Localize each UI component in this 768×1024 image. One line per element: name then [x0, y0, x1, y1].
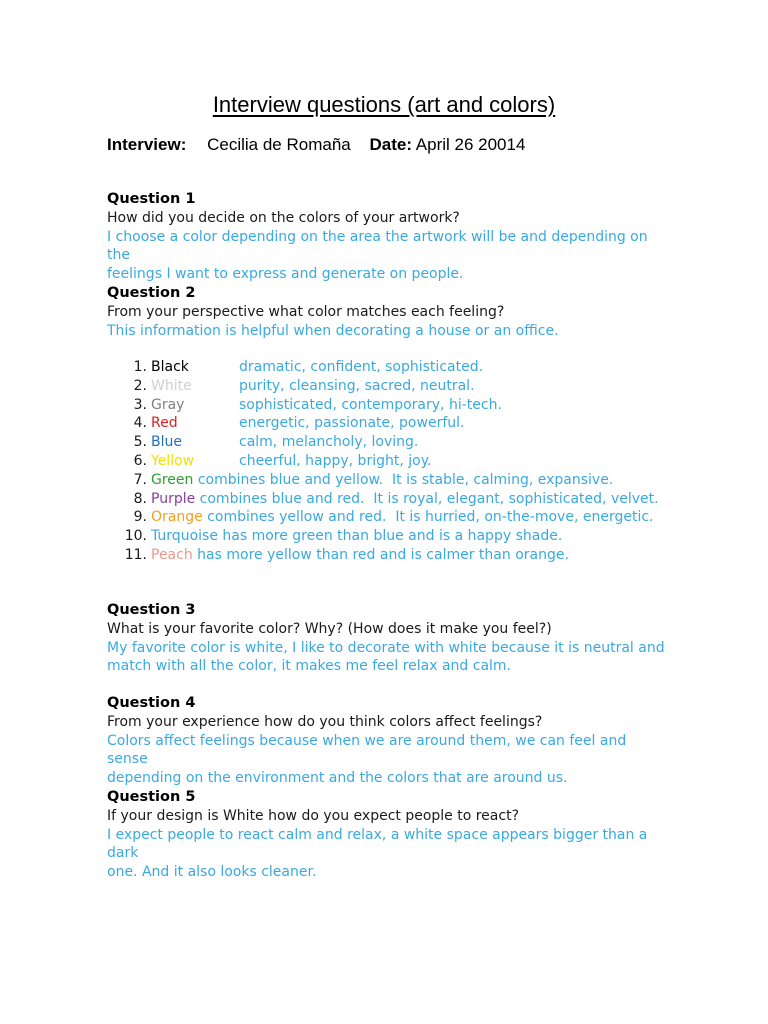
list-item	[107, 490, 687, 509]
question-1-section	[107, 190, 667, 284]
color-description: dramatic, confident, sophisticated.	[239, 359, 484, 375]
question-heading: Question 1	[107, 191, 196, 207]
list-number: 5.	[133, 434, 147, 451]
color-description	[151, 508, 653, 527]
color-description-text: combines blue and yellow. It is stable, calming, expansive.	[193, 471, 614, 488]
list-number: 10.	[124, 528, 147, 545]
list-item	[107, 527, 687, 546]
interview-label: Interview:	[107, 135, 187, 154]
list-number: 8.	[133, 490, 147, 507]
color-name: Blue	[151, 434, 182, 451]
answer-line: Colors affect feelings because when we are around them, we can feel and sense	[107, 732, 627, 768]
color-name: Peach	[151, 546, 193, 563]
answer-line: My favorite color is white, I like to decorate with white because it is neutral and	[107, 639, 665, 656]
list-number: 1.	[133, 359, 147, 375]
answer-line: I choose a color depending on the area the artwork will be and depending on the	[107, 228, 648, 264]
color-description: energetic, passionate, powerful.	[239, 415, 465, 432]
color-name: Black	[151, 359, 189, 375]
color-name: Red	[151, 415, 178, 432]
list-number: 7.	[133, 471, 147, 488]
color-name: Gray	[151, 396, 185, 413]
list-item	[107, 546, 687, 565]
list-number: 6.	[133, 452, 147, 469]
date-label: Date:	[369, 135, 412, 154]
interview-meta	[107, 133, 525, 157]
question-4-section	[107, 694, 667, 788]
list-item	[107, 471, 687, 490]
question-heading: Question 2	[107, 285, 196, 301]
list-number: 2.	[133, 377, 147, 394]
color-description	[151, 546, 569, 565]
color-name: Orange	[151, 509, 203, 526]
question-heading: Question 5	[107, 789, 196, 805]
document-title: Interview questions (art and colors)	[212, 92, 556, 117]
list-number: 4.	[133, 415, 147, 432]
question-3-section	[107, 601, 667, 676]
question-text: What is your favorite color? Why? (How does it make you feel?)	[107, 620, 552, 637]
list-number: 3.	[133, 396, 147, 413]
question-text: From your experience how do you think colors affect feelings?	[107, 713, 543, 730]
color-description: purity, cleansing, sacred, neutral.	[239, 377, 475, 394]
color-description-text: has more yellow than red and is calmer than orange.	[192, 546, 569, 563]
list-item	[107, 377, 687, 396]
list-number: 9.	[133, 509, 147, 526]
question-text: If your design is White how do you expect people to react?	[107, 807, 519, 824]
color-description: calm, melancholy, loving.	[239, 434, 419, 451]
list-item	[107, 433, 687, 452]
question-2-section	[107, 284, 667, 340]
color-description: sophisticated, contemporary, hi-tech.	[239, 396, 502, 413]
color-name: White	[151, 377, 192, 394]
answer-line: depending on the environment and the colors that are around us.	[107, 770, 568, 787]
answer-line: I expect people to react calm and relax, a white space appears bigger than a dark	[107, 826, 648, 862]
color-description	[151, 490, 659, 509]
color-description	[151, 471, 613, 490]
list-item	[107, 508, 687, 527]
question-5-section	[107, 788, 667, 882]
color-feelings-list	[107, 358, 687, 565]
question-text: From your perspective what color matches each feeling?	[107, 303, 505, 320]
color-description-text: combines yellow and red. It is hurried, on-the-move, energetic.	[202, 509, 654, 526]
color-name: Green	[151, 471, 194, 488]
answer-line: This information is helpful when decorating a house or an office.	[107, 322, 559, 339]
list-item	[107, 396, 687, 415]
question-heading: Question 4	[107, 695, 196, 711]
color-description-text: Turquoise has more green than blue and is a happy shade.	[151, 528, 563, 545]
answer-line: feelings I want to express and generate on people.	[107, 266, 464, 283]
question-heading: Question 3	[107, 602, 196, 618]
interview-date: April 26 20014	[415, 135, 526, 154]
answer-line: match with all the color, it makes me feel relax and calm.	[107, 658, 512, 675]
question-text: How did you decide on the colors of your artwork?	[107, 209, 460, 226]
list-item	[107, 358, 687, 377]
color-name: Purple	[151, 490, 196, 507]
color-description: cheerful, happy, bright, joy.	[239, 452, 432, 469]
color-name: Yellow	[151, 452, 195, 469]
answer-line: one. And it also looks cleaner.	[107, 864, 317, 881]
list-item	[107, 452, 687, 471]
list-number: 11.	[124, 546, 147, 563]
color-description-text: combines blue and red. It is royal, elegant, sophisticated, velvet.	[195, 490, 659, 507]
color-description	[151, 527, 562, 546]
interviewee-name: Cecilia de Romaña	[207, 135, 351, 154]
list-item	[107, 414, 687, 433]
